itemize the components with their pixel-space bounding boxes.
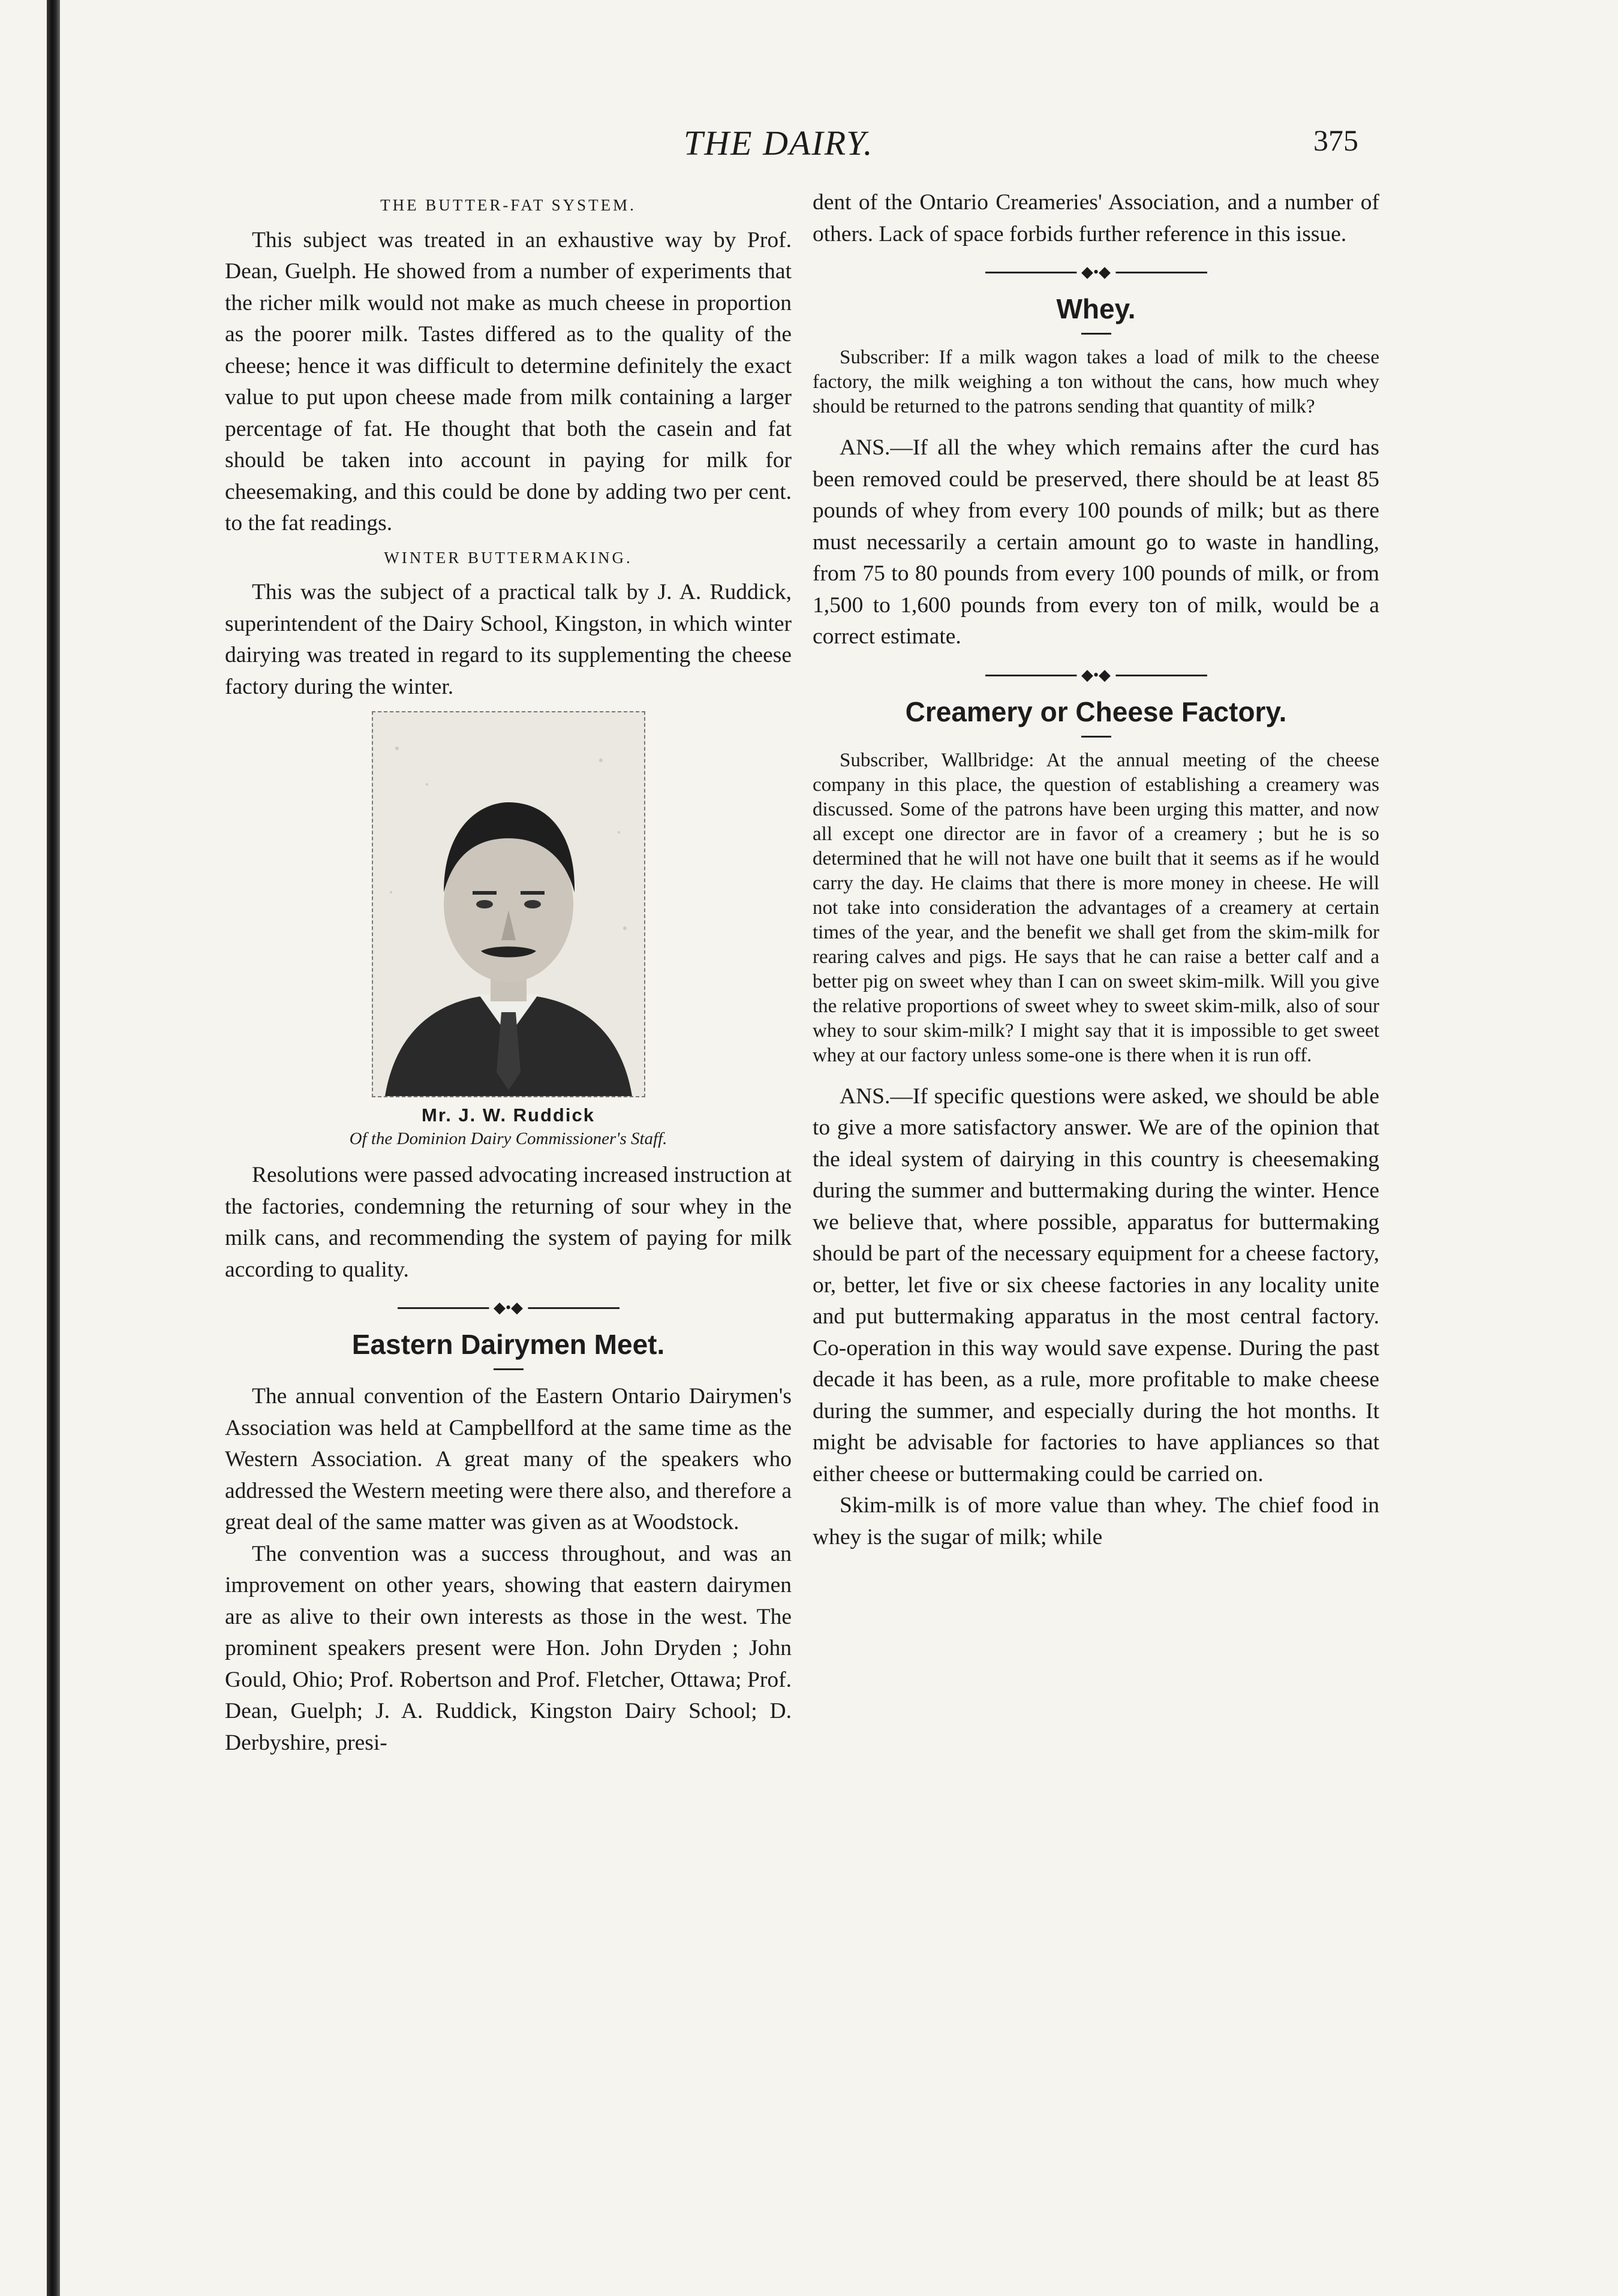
paragraph-whey-answer: ANS.—If all the whey which remains after the curd has been removed could be preserved, there should be at least 85 pounds of whey from every 100 pounds of milk; but as there must necessarily a certain amount go to waste in handling, from 75 to 80 pounds from every 100 pounds of milk, or from 1,500 to 1,600 pounds from every ton of milk, would be a correct estimate.	[813, 435, 1379, 649]
paragraph-winter-buttermaking: This was the subject of a practical talk by J. A. Ruddick, superintendent of the Dairy School, Kingston, in which winter dairying was treated in regard to its supplementing the cheese factory during the winter.	[225, 580, 792, 699]
left-column	[225, 187, 792, 1759]
section-heading-winter-buttermaking: WINTER BUTTERMAKING.	[384, 548, 633, 567]
ornament-divider	[985, 262, 1207, 282]
section-heading-butter-fat: THE BUTTER-FAT SYSTEM.	[380, 196, 636, 214]
article-title-eastern-dairymen: Eastern Dairymen Meet.	[351, 1329, 665, 1360]
scanned-binding-edge	[47, 0, 60, 2296]
paragraph-eastern-convention: The annual convention of the Eastern Ontario Dairymen's Association was held at Campbellford at the same time as the Western Association. A great many of the speakers who addressed the Western meeting were there also, and therefore a great deal of the same matter was given as at Woodstock.	[225, 1384, 792, 1534]
page-number: 375	[1313, 124, 1358, 157]
paragraph-continued: dent of the Ontario Creameries' Association, and a number of others. Lack of space forbids further reference in this issue.	[813, 190, 1379, 246]
article-title-whey: Whey.	[1056, 293, 1136, 324]
article-title-creamery: Creamery or Cheese Factory.	[905, 696, 1287, 727]
paragraph-creamery-question: Subscriber, Wallbridge: At the annual meeting of the cheese company in this place, the question of establishing a creamery was discussed. Some of the patrons have been urging this matter, and now all except one director are in favor of a creamery ; but he is so determined that he will not have one built that it seems as if he would carry the day. He claims that there is more money in cheese. He will not take into consideration the advantages of a creamery at certain times of the year, and the benefit we shall get from the skim-milk for rearing calves and pigs. He says that he can raise a better calf and a better pig on sweet whey than I can on sweet skim-milk. Will you give the relative proportions of sweet whey to sweet skim-milk, also of sour whey to sour skim-milk? I might say that it is impossible to get sweet whey at our factory unless some-one is there when it is run off.	[813, 749, 1379, 1066]
running-title: THE DAIRY.	[684, 124, 874, 163]
ornament-glyph: ◆•◆	[489, 1298, 528, 1318]
right-column	[813, 187, 1379, 1553]
ornament-glyph: ◆•◆	[1076, 665, 1115, 685]
ornament-divider	[398, 1298, 619, 1318]
paragraph-butter-fat: This subject was treated in an exhaustive way by Prof. Dean, Guelph. He showed from a number of experiments that the richer milk would not make as much cheese in proportion as the poorer milk. Tastes differed as to the quality of the cheese; hence it was difficult to determine definitely the exact value to put upon cheese made from milk containing a larger percentage of fat. He thought that both the casein and fat should be taken into account in paying for milk for cheesemaking, and this could be done by adding two per cent. to the fat readings.	[225, 227, 792, 535]
ornament-divider	[985, 665, 1207, 685]
title-rule	[1081, 736, 1111, 738]
paragraph-creamery-answer: ANS.—If specific questions were asked, we should be able to give a more satisfactory answer. We are of the opinion that the ideal system of dairying in this country is cheesemaking during the summer and buttermaking during the winter. Hence we believe that, where possible, apparatus for buttermaking should be part of the necessary equipment for a cheese factory, or, better, let five or six cheese factories in any locality unite and put buttermaking apparatus in the most central factory. Co-operation in this way would save expense. During the past decade it has been, as a rule, more profitable to make cheese during the summer, and especially during the hot months. It might be advisable for factories to have appliances so that either cheese or buttermaking could be carried on.	[813, 1084, 1379, 1486]
paragraph-whey-question: Subscriber: If a milk wagon takes a load of milk to the cheese factory, the milk weighing a ton without the cans, how much whey should be returned to the patrons sending that quantity of milk?	[813, 347, 1379, 417]
portrait-caption-subtitle: Of the Dominion Dairy Commissioner's Staff.	[349, 1129, 667, 1148]
title-rule	[494, 1368, 524, 1370]
portrait-photo	[372, 711, 645, 1097]
portrait-caption-name: Mr. J. W. Ruddick	[422, 1105, 595, 1126]
title-rule	[1081, 333, 1111, 335]
paragraph-skim-milk: Skim-milk is of more value than whey. The chief food in whey is the sugar of milk; while	[813, 1493, 1379, 1549]
ornament-glyph: ◆•◆	[1076, 262, 1115, 282]
paragraph-resolutions: Resolutions were passed advocating increased instruction at the factories, condemning the returning of sour whey in the milk cans, and recommending the system of paying for milk according to quality.	[225, 1163, 792, 1282]
portrait-illustration	[373, 712, 644, 1096]
paragraph-convention-success: The convention was a success throughout, and was an improvement on other years, showing that eastern dairymen are as alive to their own interests as those in the west. The prominent speakers present were Hon. John Dryden ; John Gould, Ohio; Prof. Robertson and Prof. Fletcher, Ottawa; Prof. Dean, Guelph; J. A. Ruddick, Kingston Dairy School; D. Derbyshire, presi-	[225, 1541, 792, 1755]
